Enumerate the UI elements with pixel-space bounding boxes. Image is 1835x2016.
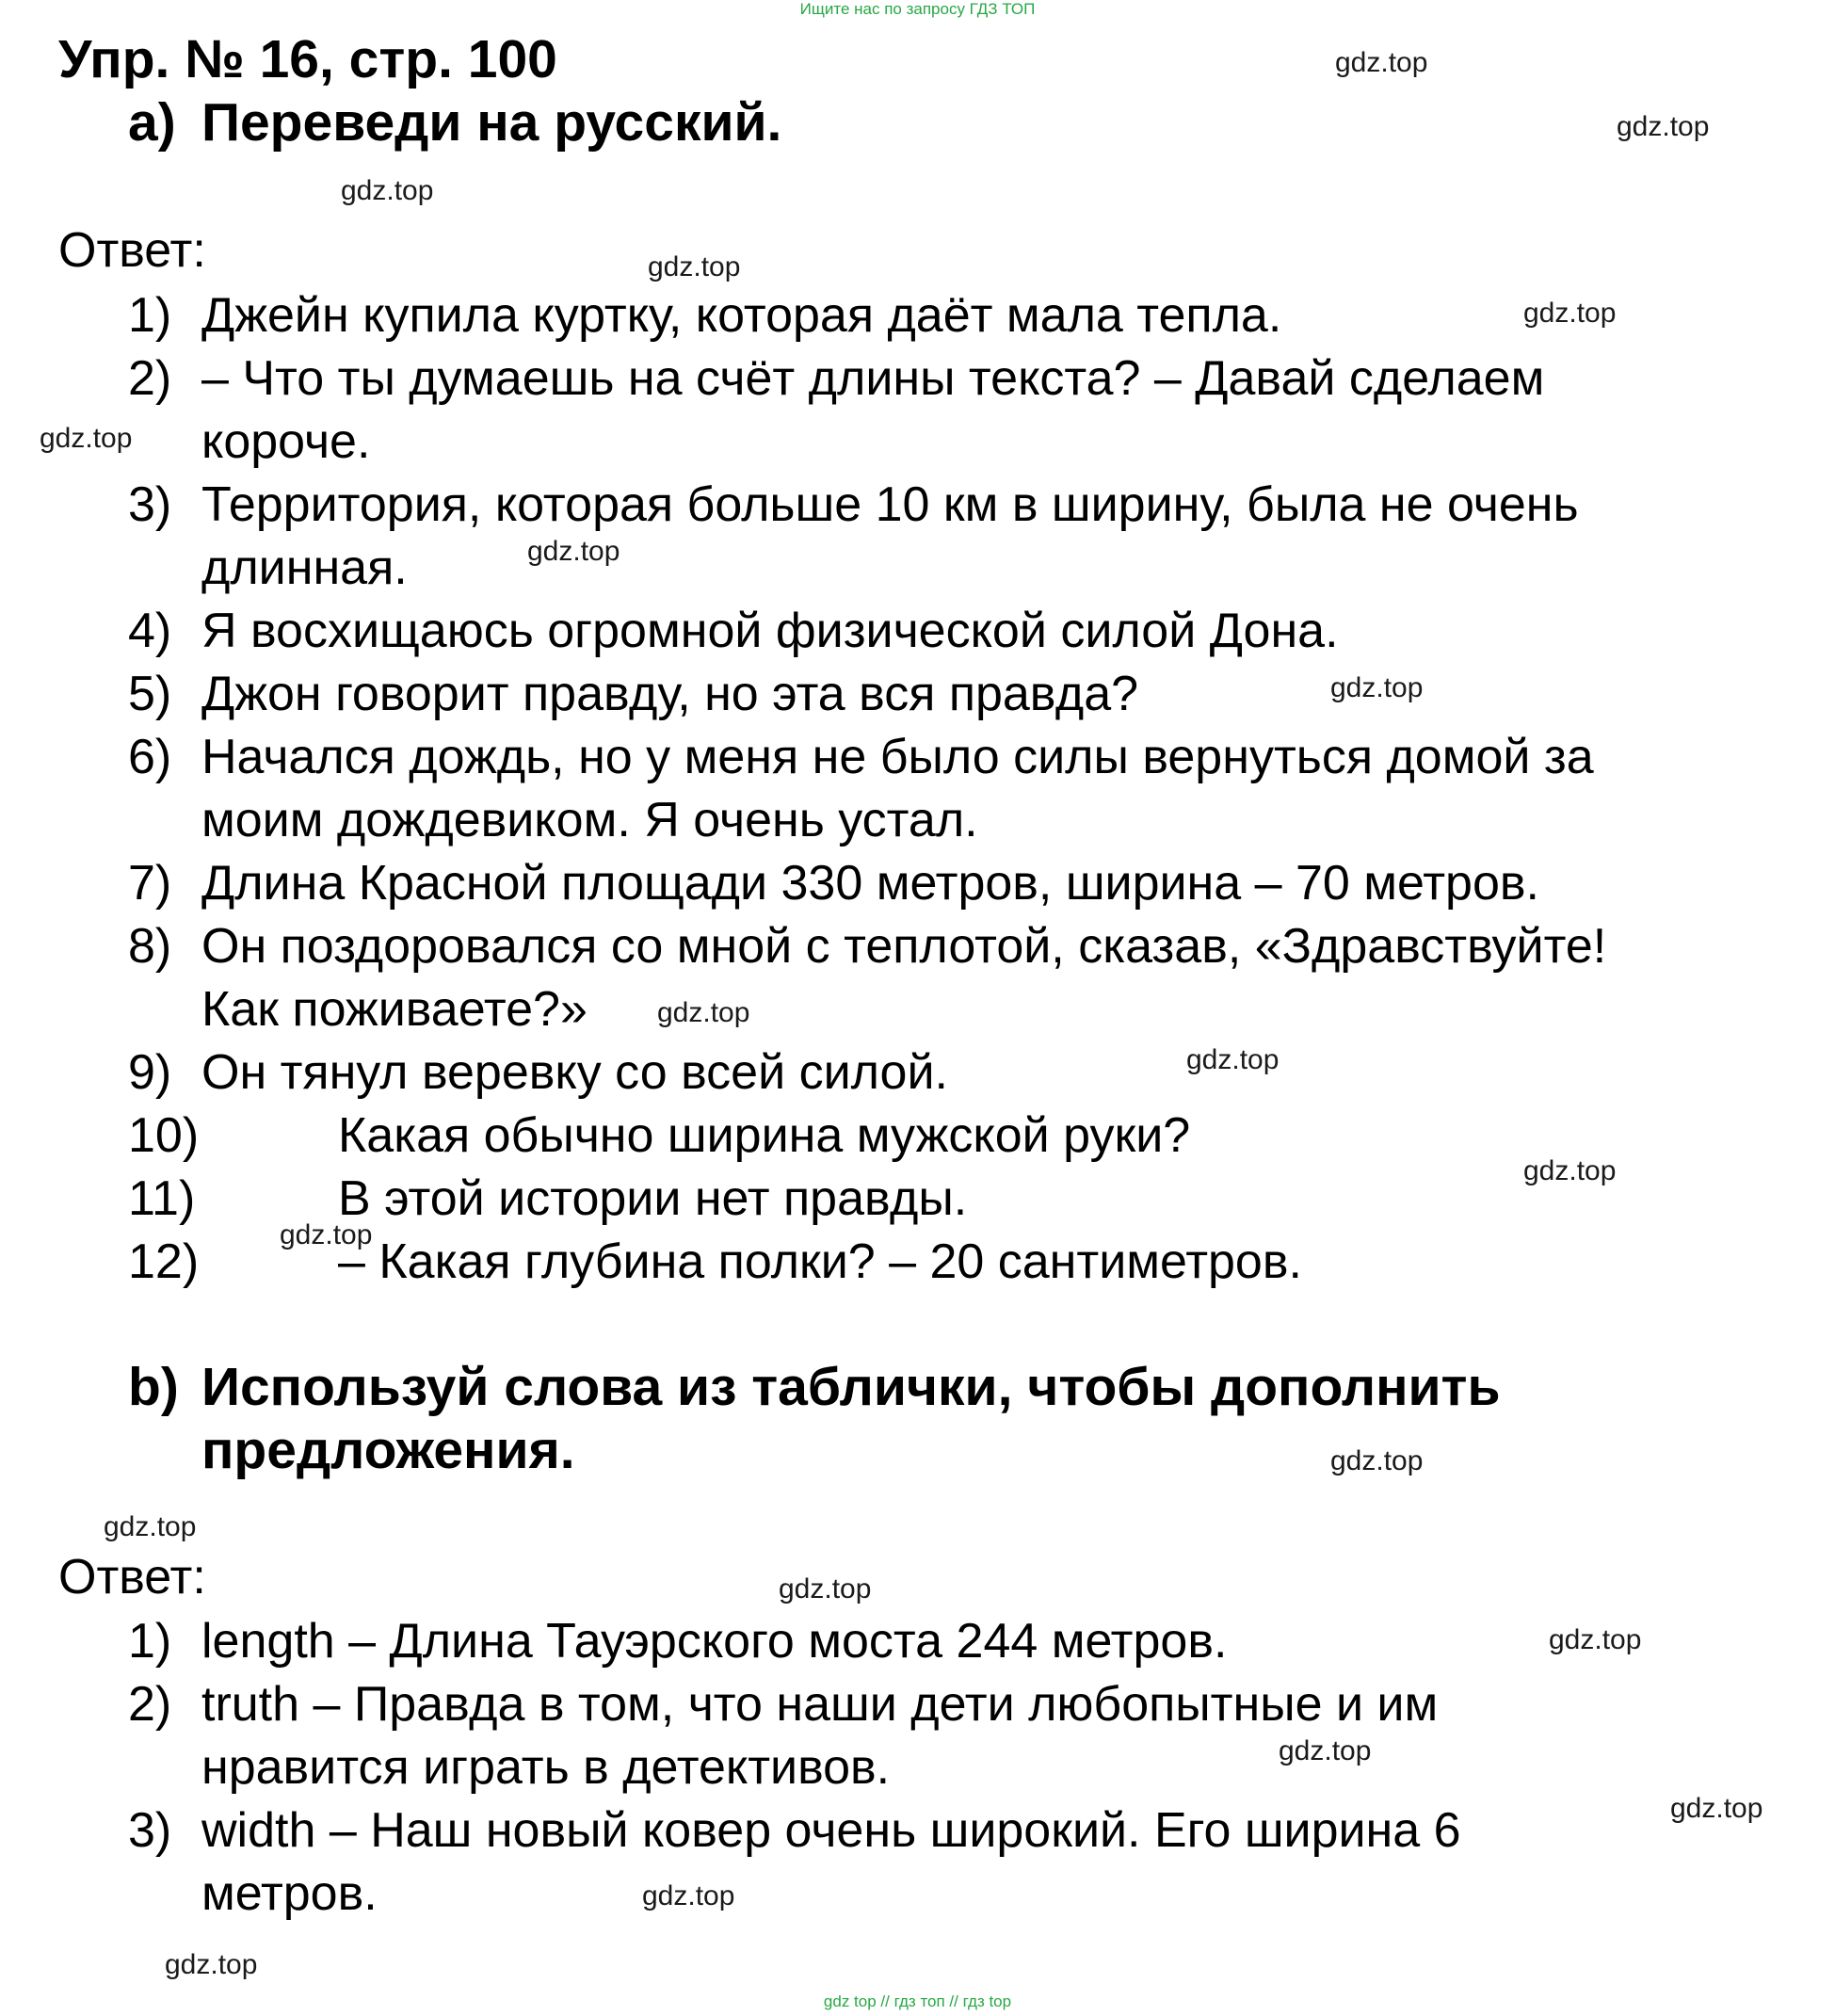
part-a-item-8-num: 8): [128, 919, 172, 974]
part-a-item-9-line-1: Он тянул веревку со всей силой.: [201, 1045, 948, 1100]
watermark: gdz.top: [1617, 111, 1710, 142]
watermark: gdz.top: [341, 175, 434, 206]
watermark: gdz.top: [1330, 672, 1424, 703]
part-a-item-9-num: 9): [128, 1045, 172, 1100]
part-a-item-5-line-1: Джон говорит правду, но эта вся правда?: [201, 667, 1139, 721]
part-a-item-3-line-1: Территория, которая больше 10 км в ширину, была не очень: [201, 477, 1579, 532]
watermark: gdz.top: [648, 251, 741, 282]
part-a-item-6-num: 6): [128, 730, 172, 784]
part-a-item-11-line-1: В этой истории нет правды.: [338, 1171, 968, 1226]
part-a-item-10-line-1: Какая обычно ширина мужской руки?: [338, 1108, 1191, 1163]
watermark: gdz.top: [40, 423, 133, 454]
part-a-marker: a): [128, 92, 176, 153]
part-a-item-8-line-1: Он поздоровался со мной с теплотой, сказав, «Здравствуйте!: [201, 919, 1607, 974]
watermark: gdz.top: [1670, 1793, 1763, 1824]
part-b-answer-label: Ответ:: [58, 1550, 206, 1605]
watermark: gdz.top: [1523, 1155, 1617, 1186]
watermark: gdz.top: [280, 1219, 373, 1250]
part-b-item-2-line-2: нравится играть в детективов.: [201, 1740, 891, 1795]
part-b-item-2-line-1: truth – Правда в том, что наши дети любопытные и им: [201, 1677, 1439, 1732]
part-a-item-5-num: 5): [128, 667, 172, 721]
part-a-answer-label: Ответ:: [58, 223, 206, 278]
part-a-item-7-line-1: Длина Красной площади 330 метров, ширина – 70 метров.: [201, 856, 1539, 911]
watermark: gdz.top: [1330, 1445, 1424, 1476]
part-a-item-10-num: 10): [128, 1108, 200, 1163]
part-a-task: Переведи на русский.: [201, 92, 782, 153]
part-b-item-3-line-2: метров.: [201, 1866, 378, 1921]
part-a-item-2-line-2: короче.: [201, 414, 371, 469]
watermark: gdz.top: [657, 997, 750, 1028]
watermark: gdz.top: [642, 1880, 735, 1911]
part-b-marker: b): [128, 1357, 179, 1417]
part-b-item-2-num: 2): [128, 1677, 172, 1732]
part-b-task-line-1: Используй слова из таблички, чтобы дополнить: [201, 1357, 1501, 1417]
watermark: gdz.top: [1279, 1735, 1372, 1766]
bottom-footer[interactable]: gdz top // гдз топ // гдз top: [823, 1992, 1012, 2010]
part-b-item-3-line-1: width – Наш новый ковер очень широкий. Его ширина 6: [201, 1803, 1461, 1858]
part-a-item-7-num: 7): [128, 856, 172, 911]
part-a-item-12-num: 12): [128, 1234, 200, 1289]
page-title: Упр. № 16, стр. 100: [58, 29, 557, 89]
part-b-item-3-num: 3): [128, 1803, 172, 1858]
part-a-item-1-line-1: Джейн купила куртку, которая даёт мала тепла.: [201, 288, 1282, 343]
part-a-item-8-line-2: Как поживаете?»: [201, 982, 588, 1037]
watermark: gdz.top: [1549, 1624, 1642, 1655]
part-b-item-1-line-1: length – Длина Тауэрского моста 244 метров.: [201, 1614, 1228, 1669]
part-a-item-12-line-1: – Какая глубина полки? – 20 сантиметров.: [338, 1234, 1302, 1289]
part-a-item-1-num: 1): [128, 288, 172, 343]
part-a-item-6-line-1: Начался дождь, но у меня не было силы вернуться домой за: [201, 730, 1594, 784]
watermark: gdz.top: [1335, 47, 1428, 78]
watermark: gdz.top: [779, 1573, 872, 1605]
watermark: gdz.top: [1186, 1044, 1280, 1075]
part-b-task-line-2: предложения.: [201, 1420, 575, 1480]
top-banner[interactable]: Ищите нас по запросу ГДЗ ТОП: [799, 0, 1036, 18]
watermark: gdz.top: [527, 536, 620, 567]
part-a-item-4-line-1: Я восхищаюсь огромной физической силой Дона.: [201, 604, 1339, 658]
watermark: gdz.top: [165, 1949, 258, 1980]
part-a-item-6-line-2: моим дождевиком. Я очень устал.: [201, 793, 978, 847]
part-b-item-1-num: 1): [128, 1614, 172, 1669]
part-a-item-3-line-2: длинная.: [201, 540, 408, 595]
part-a-item-11-num: 11): [128, 1171, 196, 1226]
part-a-item-4-num: 4): [128, 604, 172, 658]
watermark: gdz.top: [104, 1511, 197, 1542]
watermark: gdz.top: [1523, 298, 1617, 329]
part-a-item-2-num: 2): [128, 351, 172, 406]
part-a-item-3-num: 3): [128, 477, 172, 532]
part-a-item-2-line-1: – Что ты думаешь на счёт длины текста? – Давай сделаем: [201, 351, 1545, 406]
